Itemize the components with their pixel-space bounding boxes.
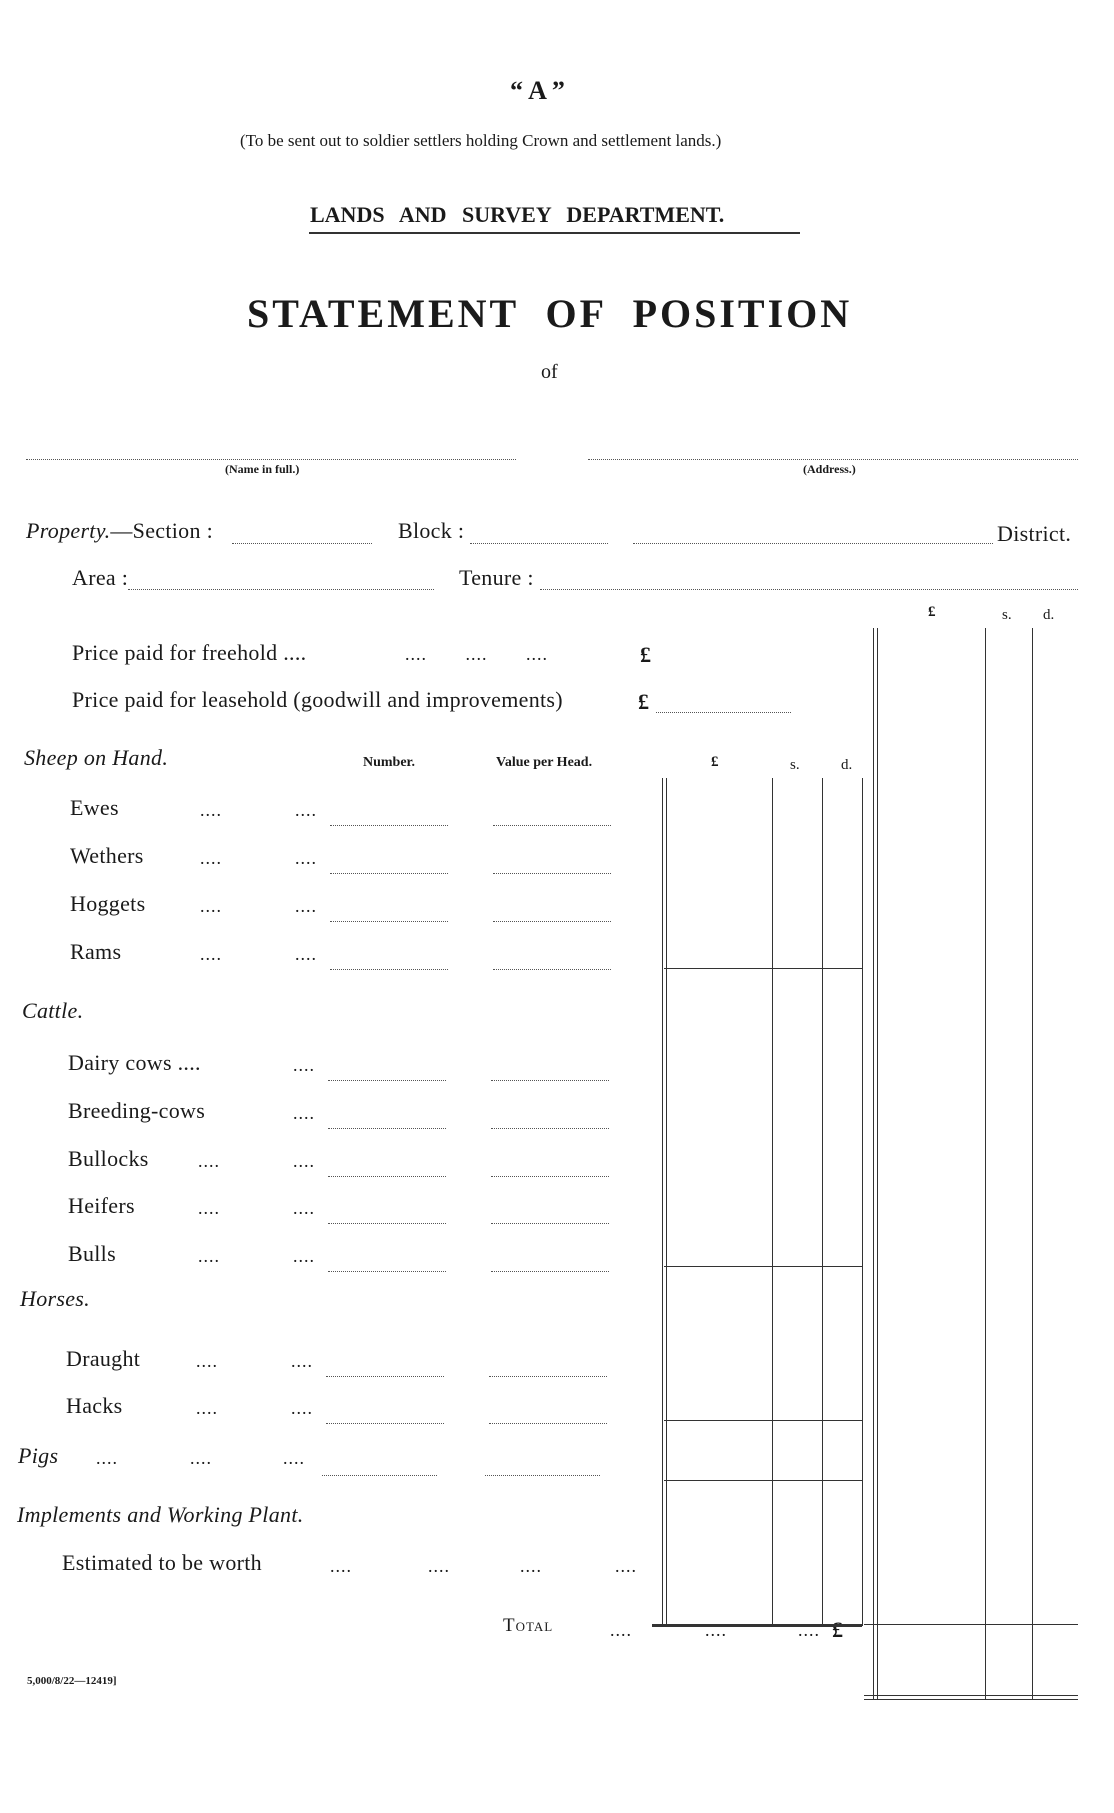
cattle-value-line (491, 1128, 609, 1129)
horses-row-label: Hacks (66, 1393, 123, 1418)
cattle-row-dots: .... (198, 1151, 220, 1171)
sheep-row-label: Rams (70, 939, 122, 964)
dots: .... (190, 1448, 212, 1468)
inner-table-left-a (662, 778, 663, 1626)
dots: .... (610, 1620, 632, 1640)
name-line (26, 459, 516, 460)
tenure-label: Tenure : (459, 565, 534, 590)
total-label: Total (503, 1615, 554, 1636)
horses-row-dots: .... (291, 1398, 313, 1418)
horses-number-line (326, 1376, 444, 1377)
sheep-value-line (493, 825, 611, 826)
price-freehold-pound: £ (640, 642, 652, 667)
cattle-row-label: Bullocks (68, 1146, 149, 1171)
price-freehold-label: Price paid for freehold .... (72, 640, 307, 665)
outer-table-d-divider (1032, 628, 1033, 1700)
tenure-line (540, 589, 1078, 590)
right-col-d: d. (1043, 607, 1055, 623)
district-label: District. (997, 521, 1072, 546)
sheep-col-d: d. (841, 757, 853, 773)
sheep-number-line (330, 921, 448, 922)
horses-row-label: Draught (66, 1346, 141, 1371)
cattle-number-line (328, 1223, 446, 1224)
implements-dots-2 (428, 1556, 450, 1577)
cattle-value-line (491, 1271, 609, 1272)
dots: .... (428, 1556, 450, 1576)
page-title: STATEMENT OF POSITION (247, 291, 853, 336)
implements-estimated-label: Estimated to be worth (62, 1550, 262, 1575)
price-leasehold-pound: £ (638, 689, 650, 714)
sheep-row-label: Hoggets (70, 891, 146, 916)
horses-subtotal-line (664, 1420, 862, 1421)
section-line (232, 543, 372, 544)
cattle-row-dots: .... (293, 1246, 315, 1266)
district-line (633, 543, 993, 544)
sheep-subtotal-line (664, 968, 862, 969)
cattle-row-dots: .... (293, 1151, 315, 1171)
block-line (470, 543, 608, 544)
form-letter: “ A ” (510, 76, 565, 105)
pigs-value-line (485, 1475, 600, 1476)
cattle-row-label: Dairy cows .... (68, 1050, 201, 1075)
leasehold-line (656, 712, 791, 713)
outer-table-left-b (877, 628, 878, 1700)
address-caption: (Address.) (803, 462, 856, 476)
pigs-heading: Pigs (18, 1443, 59, 1468)
outer-total-rule (864, 1624, 1078, 1625)
inner-table-d-divider (822, 778, 823, 1626)
cattle-number-line (328, 1176, 446, 1177)
sheep-col-s: s. (790, 757, 800, 773)
cattle-row-dots: .... (198, 1246, 220, 1266)
dots: .... (798, 1620, 820, 1640)
dots: .... (96, 1448, 118, 1468)
outer-double-rule-2 (864, 1699, 1078, 1700)
sheep-row-dots: .... (200, 848, 222, 868)
sheep-row-dots: .... (295, 944, 317, 964)
horses-row-dots: .... (196, 1351, 218, 1371)
cattle-row-dots: .... (293, 1198, 315, 1218)
instruction-text: (To be sent out to soldier settlers holding Crown and settlement lands.) (240, 131, 722, 150)
sheep-row-dots: .... (295, 848, 317, 868)
cattle-row-dots: .... (293, 1103, 315, 1123)
pigs-dots (96, 1448, 118, 1469)
property-label: Property. (26, 518, 111, 543)
horses-row-dots: .... (196, 1398, 218, 1418)
cattle-number-line (328, 1271, 446, 1272)
col-number-header: Number. (363, 755, 415, 770)
pigs-dots-2 (190, 1448, 212, 1469)
dots: .... (615, 1556, 637, 1576)
block-label: Block : (398, 518, 465, 543)
dots: .... (705, 1620, 727, 1640)
dots: .... (520, 1556, 542, 1576)
pigs-number-line (322, 1475, 437, 1476)
implements-dots-1 (330, 1556, 352, 1577)
cattle-number-line (328, 1080, 446, 1081)
implements-dots-3 (520, 1556, 542, 1577)
horses-value-line (489, 1376, 607, 1377)
sheep-col-pound: £ (711, 754, 719, 770)
department-underline (309, 232, 800, 234)
sheep-row-dots: .... (200, 944, 222, 964)
outer-table-left-a (873, 628, 874, 1700)
name-caption: (Name in full.) (225, 462, 300, 476)
cattle-row-dots: .... (293, 1055, 315, 1075)
sheep-row-dots: .... (295, 800, 317, 820)
right-col-pound: £ (928, 604, 936, 620)
implements-dots-4 (615, 1556, 637, 1577)
cattle-row-label: Bulls (68, 1241, 116, 1266)
horses-heading: Horses. (20, 1286, 90, 1311)
sheep-value-line (493, 873, 611, 874)
cattle-subtotal-line (664, 1266, 862, 1267)
horses-value-line (489, 1423, 607, 1424)
total-dots-1 (610, 1620, 632, 1641)
horses-row-dots: .... (291, 1351, 313, 1371)
dots: .... (330, 1556, 352, 1576)
cattle-row-label: Heifers (68, 1193, 135, 1218)
sheep-value-line (493, 921, 611, 922)
cattle-value-line (491, 1080, 609, 1081)
print-reference: 5,000/8/22—12419] (27, 1675, 117, 1687)
inner-table-right (862, 778, 863, 1626)
sheep-row-label: Wethers (70, 843, 144, 868)
sheep-number-line (330, 825, 448, 826)
price-freehold-dots: .... .... .... (405, 644, 548, 664)
sheep-row-dots: .... (200, 800, 222, 820)
dots: .... (283, 1448, 305, 1468)
implements-heading: Implements and Working Plant. (17, 1502, 304, 1527)
section-label: —Section : (110, 518, 213, 543)
outer-double-rule-1 (864, 1695, 1078, 1696)
total-pound: £ (832, 1617, 844, 1642)
area-label: Area : (72, 565, 129, 590)
sheep-value-line (493, 969, 611, 970)
property-section (26, 518, 213, 544)
pigs-dots-3 (283, 1448, 305, 1469)
cattle-row-label: Breeding-cows (68, 1098, 206, 1123)
cattle-row-dots: .... (198, 1198, 220, 1218)
price-leasehold-label: Price paid for leasehold (goodwill and improvements) (72, 687, 563, 712)
sheep-row-label: Ewes (70, 795, 119, 820)
outer-table-s-divider (985, 628, 986, 1700)
sheep-row-dots: .... (295, 896, 317, 916)
inner-total-rule (652, 1624, 862, 1627)
inner-table-s-divider (772, 778, 773, 1626)
address-line (588, 459, 1078, 460)
of-label: of (541, 361, 558, 383)
col-value-header: Value per Head. (496, 755, 593, 770)
sheep-number-line (330, 873, 448, 874)
inner-table-left-b (666, 778, 667, 1626)
department-heading: LANDS AND SURVEY DEPARTMENT. (310, 202, 725, 227)
sheep-number-line (330, 969, 448, 970)
cattle-value-line (491, 1176, 609, 1177)
pigs-subtotal-line (664, 1480, 862, 1481)
sheep-heading: Sheep on Hand. (24, 745, 169, 770)
horses-number-line (326, 1423, 444, 1424)
cattle-value-line (491, 1223, 609, 1224)
right-col-s: s. (1002, 607, 1012, 623)
cattle-heading: Cattle. (22, 998, 84, 1023)
cattle-number-line (328, 1128, 446, 1129)
area-line (128, 589, 434, 590)
sheep-row-dots: .... (200, 896, 222, 916)
